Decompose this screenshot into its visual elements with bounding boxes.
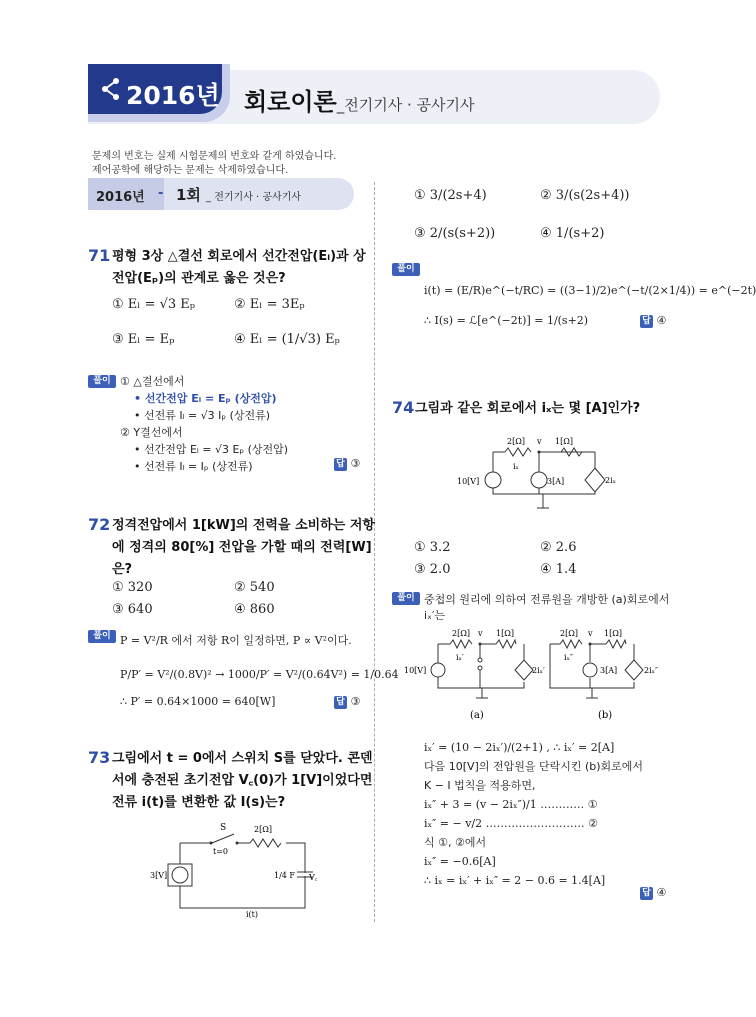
- sol-line: • 선전류 Iₗ = √3 Iₚ (상전류): [134, 409, 271, 422]
- q72-text: [112, 515, 375, 581]
- q73-line: 그림에서 t = 0에서 스위치 S를 닫았다. 콘덴: [112, 751, 373, 766]
- q72-line: 은?: [112, 562, 133, 577]
- q74-option-2: ② 2.6: [540, 540, 577, 555]
- sol-line: ① △결선에서: [120, 375, 185, 388]
- sol-line: iₓ″ = −0.6[A]: [424, 855, 496, 868]
- q74-sol-intro: [424, 592, 669, 624]
- sol-line: 중첩의 원리에 의하여 전류원을 개방한 (a)회로에서: [424, 593, 670, 606]
- q72-option-1: ① 320: [112, 580, 153, 595]
- q72-sol-3: ∴ P′ = 0.64×1000 = 640[W]: [120, 695, 276, 708]
- answer-value: ③: [350, 457, 361, 470]
- q73-cap-label: 1/4 F: [274, 871, 295, 880]
- q74-figure-a: [404, 628, 545, 724]
- q73-line: 서에 충전된 초기전압 V꜀(0)가 1[V]이었다면: [112, 773, 373, 788]
- q73-sol-2: ∴ I(s) = ℒ[e^(−2t)] = 1/(s+2): [424, 314, 589, 327]
- q71-solution: [120, 373, 288, 475]
- q74-figure-b: [544, 628, 694, 724]
- q73-answer: [640, 314, 666, 328]
- q73-t0-label: t=0: [213, 847, 229, 856]
- section-year: 2016년: [96, 190, 145, 205]
- fig-a-ix: iₓ′: [456, 653, 464, 662]
- q73-res-label: 2[Ω]: [254, 825, 272, 834]
- q73-text: [112, 748, 373, 814]
- q73-line: 전류 i(t)를 변환한 값 I(s)는?: [112, 795, 286, 810]
- q73-option-4: ④ 1/(s+2): [540, 226, 605, 241]
- q71-answer: [334, 457, 360, 471]
- q73-vc-label: V꜀: [309, 873, 318, 882]
- q74-circuit-diagram: [455, 436, 635, 522]
- title-sub: _전기기사 · 공사기사: [336, 96, 475, 114]
- q72-option-2: ② 540: [234, 580, 275, 595]
- q71-number: 71: [88, 246, 111, 265]
- sol-line: iₓ′ = (10 − 2iₓ′)/(2+1) , ∴ iₓ′ = 2[A]: [424, 741, 615, 754]
- sol-line: ② Y결선에서: [120, 426, 183, 439]
- sol-line: K − I 법칙을 적용하면,: [424, 779, 536, 792]
- note-line: 제어공학에 해당하는 문제는 삭제하였습니다.: [92, 165, 289, 176]
- q71-line: 평형 3상 △결선 회로에서 선간전압(Eₗ)과 상: [112, 249, 366, 264]
- q73-option-1: ① 3/(2s+4): [414, 188, 487, 203]
- title-main: 회로이론: [244, 88, 337, 116]
- answer-value: ④: [656, 886, 667, 899]
- notes: [92, 150, 336, 178]
- ans-badge: 답: [334, 696, 347, 709]
- q73-circuit-diagram: [150, 818, 320, 918]
- q74-answer: [640, 886, 666, 900]
- sol-line: iₓ″ = − v/2 ……………………… ②: [424, 817, 598, 830]
- q73-number: 73: [88, 748, 111, 767]
- fig-a-dep: 2iₓ′: [532, 666, 545, 675]
- q73-src-label: 3[V]: [150, 871, 168, 880]
- q72-option-3: ③ 640: [112, 602, 153, 617]
- q71-option-3: ③ Eₗ = Eₚ: [112, 332, 175, 347]
- q74-v: v: [537, 437, 542, 446]
- q73-sol-1: i(t) = (E/R)e^(−t/RC) = ((3−1)/2)e^(−t/(2×1/4)) = e^(−2t): [424, 284, 756, 297]
- fig-b-r1: 2[Ω]: [560, 629, 578, 638]
- note-line: 문제의 번호는 실제 시험문제의 번호와 같게 하였습니다.: [92, 151, 337, 162]
- fig-b-v: v: [588, 629, 593, 638]
- sol-line: iₓ′는: [424, 609, 446, 622]
- q74-cs: 3[A]: [547, 477, 565, 486]
- q73-it-label: i(t): [246, 910, 259, 919]
- q72-sol-badge: 풀이: [88, 630, 116, 643]
- fig-b-r2: 1[Ω]: [604, 629, 622, 638]
- q71-line: 전압(Eₚ)의 관계로 옳은 것은?: [112, 271, 286, 286]
- q74-r1: 2[Ω]: [507, 437, 525, 446]
- q72-line: 에 정격의 80[%] 전압을 가할 때의 전력[W]: [112, 540, 372, 555]
- fig-b-cs: 3[A]: [600, 666, 618, 675]
- q73-option-2: ② 3/(s(2s+4)): [540, 188, 630, 203]
- q74-option-3: ③ 2.0: [414, 562, 451, 577]
- fig-b-label: (b): [598, 710, 613, 721]
- answer-value: ③: [350, 695, 361, 708]
- q72-option-4: ④ 860: [234, 602, 275, 617]
- sol-line: • 선간전압 Eₗ = Eₚ (상전압): [134, 392, 277, 405]
- section-round-wrap: [176, 184, 301, 205]
- sol-line: • 선간전압 Eₗ = √3 Eₚ (상전압): [134, 443, 289, 456]
- fig-b-ix: iₓ″: [564, 653, 573, 662]
- sol-line: iₓ″ + 3 = (v − 2iₓ″)/1 ………… ①: [424, 798, 598, 811]
- q72-sol-1: P = V²/R 에서 저항 R이 일정하면, P ∝ V²이다.: [120, 634, 352, 647]
- fig-a-label: (a): [470, 710, 484, 721]
- sol-line: 식 ①, ②에서: [424, 836, 487, 849]
- q71-text: [112, 246, 366, 290]
- q74-text: 그림과 같은 회로에서 iₓ는 몇 [A]인가?: [415, 401, 641, 416]
- ans-badge: 답: [640, 315, 653, 328]
- section-round: 1회: [176, 186, 201, 204]
- q74-option-1: ① 3.2: [414, 540, 451, 555]
- q74-solution: [424, 738, 643, 890]
- q71-sol-badge: 풀이: [88, 375, 116, 388]
- fig-a-vs: 10[V]: [404, 666, 427, 675]
- q74-dep: 2iₓ: [605, 476, 617, 485]
- q71-option-1: ① Eₗ = √3 Eₚ: [112, 297, 195, 312]
- q72-line: 정격전압에서 1[kW]의 전력을 소비하는 저항: [112, 518, 375, 533]
- q71-option-4: ④ Eₗ = (1/√3) Eₚ: [234, 332, 340, 347]
- page-title: [244, 82, 474, 117]
- q74-number: 74: [392, 398, 415, 417]
- ans-badge: 답: [640, 887, 653, 900]
- q72-number: 72: [88, 515, 111, 534]
- sol-line: ∴ iₓ = iₓ′ + iₓ″ = 2 − 0.6 = 1.4[A]: [424, 874, 606, 887]
- fig-a-r2: 1[Ω]: [496, 629, 514, 638]
- q72-sol-2: P/P′ = V²/(0.8V)² → 1000/P′ = V²/(0.64V²) = 1/0.64: [120, 668, 399, 681]
- q74-r2: 1[Ω]: [555, 437, 573, 446]
- share-icon: [100, 76, 122, 106]
- page: 2016년 회로이론_전기기사 · 공사기사 문제의 번호는 실제 시험문제의 번호와 같게 하였습니다. 제어공학에 해당하는 문제는 삭제하였습니다. 2016년 - 1회 _ 전기기사 · 공사기사 71 평형 3상 △결선 회로에서 선간전압(Eₗ)과 상 전압(Eₚ)의 관계로 옳은 것은? ① Eₗ = √3 Eₚ ② Eₗ = 3Eₚ ③ Eₗ = Eₚ ④ Eₗ = (1/√3) Eₚ 풀이 ① △결선에서 • 선간전압 Eₗ = Eₚ (상전압) • 선전류 Iₗ = √3 Iₚ (상전류) ② Y결선에서 • 선간전압 Eₗ = √3 Eₚ (상전압) • 선전류 Iₗ = Iₚ (상전류) 답 ③ 72 정격전압에서 1[kW]의 전력을 소비하는 저항 에 정격의 80[%] 전압을 가할 때의 전력[W] 은? ① 320 ② 540 ③ 640 ④ 860 풀이 P = V²/R 에서 저항 R이 일정하면, P ∝ V²이다. P/P′ = V²/(0.8V)² → 1000/P′ = V²/(0.64V²) = 1/0.64 ∴ P′ = 0.64×1000 = 640[W] 답 ③ 73 그림에서 t = 0에서 스위치 S를 닫았다. 콘덴 서에 충전된 초기전압 V꜀(0)가 1[V]이었다면 전류 i(t)를 변환한 값 I(s)는? S t=0 2[Ω] 3[V] 1/4 F V꜀ i(t) ① 3/(2s+4) ② 3/(s(2s+4)) ③ 2/(s(s+2)) ④ 1/(s+2) 풀이 i(t) = (E/R)e^(−t/RC) = ((3−1)/2)e^(−t/(2×1/4)) = e^(−2t) ∴ I(s) = ℒ[e^(−2t)] = 1/(s+2) 답 ④ 74 그림과 같은 회로에서 iₓ는 몇 [A]인가? 2[Ω] v 1[Ω] iₓ 10[V] 3[A] 2iₓ ① 3.2 ② 2.6 ③ 2.0 ④ 1.4 풀이 중첩의 원리에 의하여 전류원을 개방한 (a)회로에서 iₓ′는 2[Ω] v 1[Ω] iₓ′ 10[V] 2iₓ′ (a) 2[Ω] v 1[Ω] iₓ″ 3[A] 2iₓ″ (b) iₓ′ = (10 − 2iₓ′)/(2+1) , ∴ iₓ′ = 2[A] 다음 10[V]의 전압원을 단락시킨 (b)회로에서 K − I 법칙을 적용하면, iₓ″ + 3 = (v − 2iₓ″)/1 ………… ① iₓ″ = − v/2 ……………………… ② 식 ①, ②에서 iₓ″ = −0.6[A] ∴ iₓ = iₓ′ + iₓ″ = 2 − 0.6 = 1.4[A] 답 ④: [0, 0, 750, 1017]
- q73-option-3: ③ 2/(s(s+2)): [414, 226, 496, 241]
- sol-line: • 선전류 Iₗ = Iₚ (상전류): [134, 460, 253, 473]
- q73-switch-label: S: [220, 823, 227, 833]
- q74-sol-badge: 풀이: [392, 592, 420, 605]
- q71-option-2: ② Eₗ = 3Eₚ: [234, 297, 305, 312]
- section-subject: _ 전기기사 · 공사기사: [206, 192, 302, 203]
- q74-vs: 10[V]: [457, 477, 480, 486]
- fig-b-dep: 2iₓ″: [644, 666, 659, 675]
- ans-badge: 답: [334, 458, 347, 471]
- q74-option-4: ④ 1.4: [540, 562, 577, 577]
- q74-ix: iₓ: [513, 462, 519, 471]
- q73-sol-badge: 풀이: [392, 263, 420, 276]
- sol-line: 다음 10[V]의 전압원을 단락시킨 (b)회로에서: [424, 760, 644, 773]
- q72-answer: [334, 695, 360, 709]
- header-year: 2016년: [126, 81, 220, 110]
- answer-value: ④: [656, 314, 667, 327]
- fig-a-r1: 2[Ω]: [452, 629, 470, 638]
- fig-a-v: v: [478, 629, 483, 638]
